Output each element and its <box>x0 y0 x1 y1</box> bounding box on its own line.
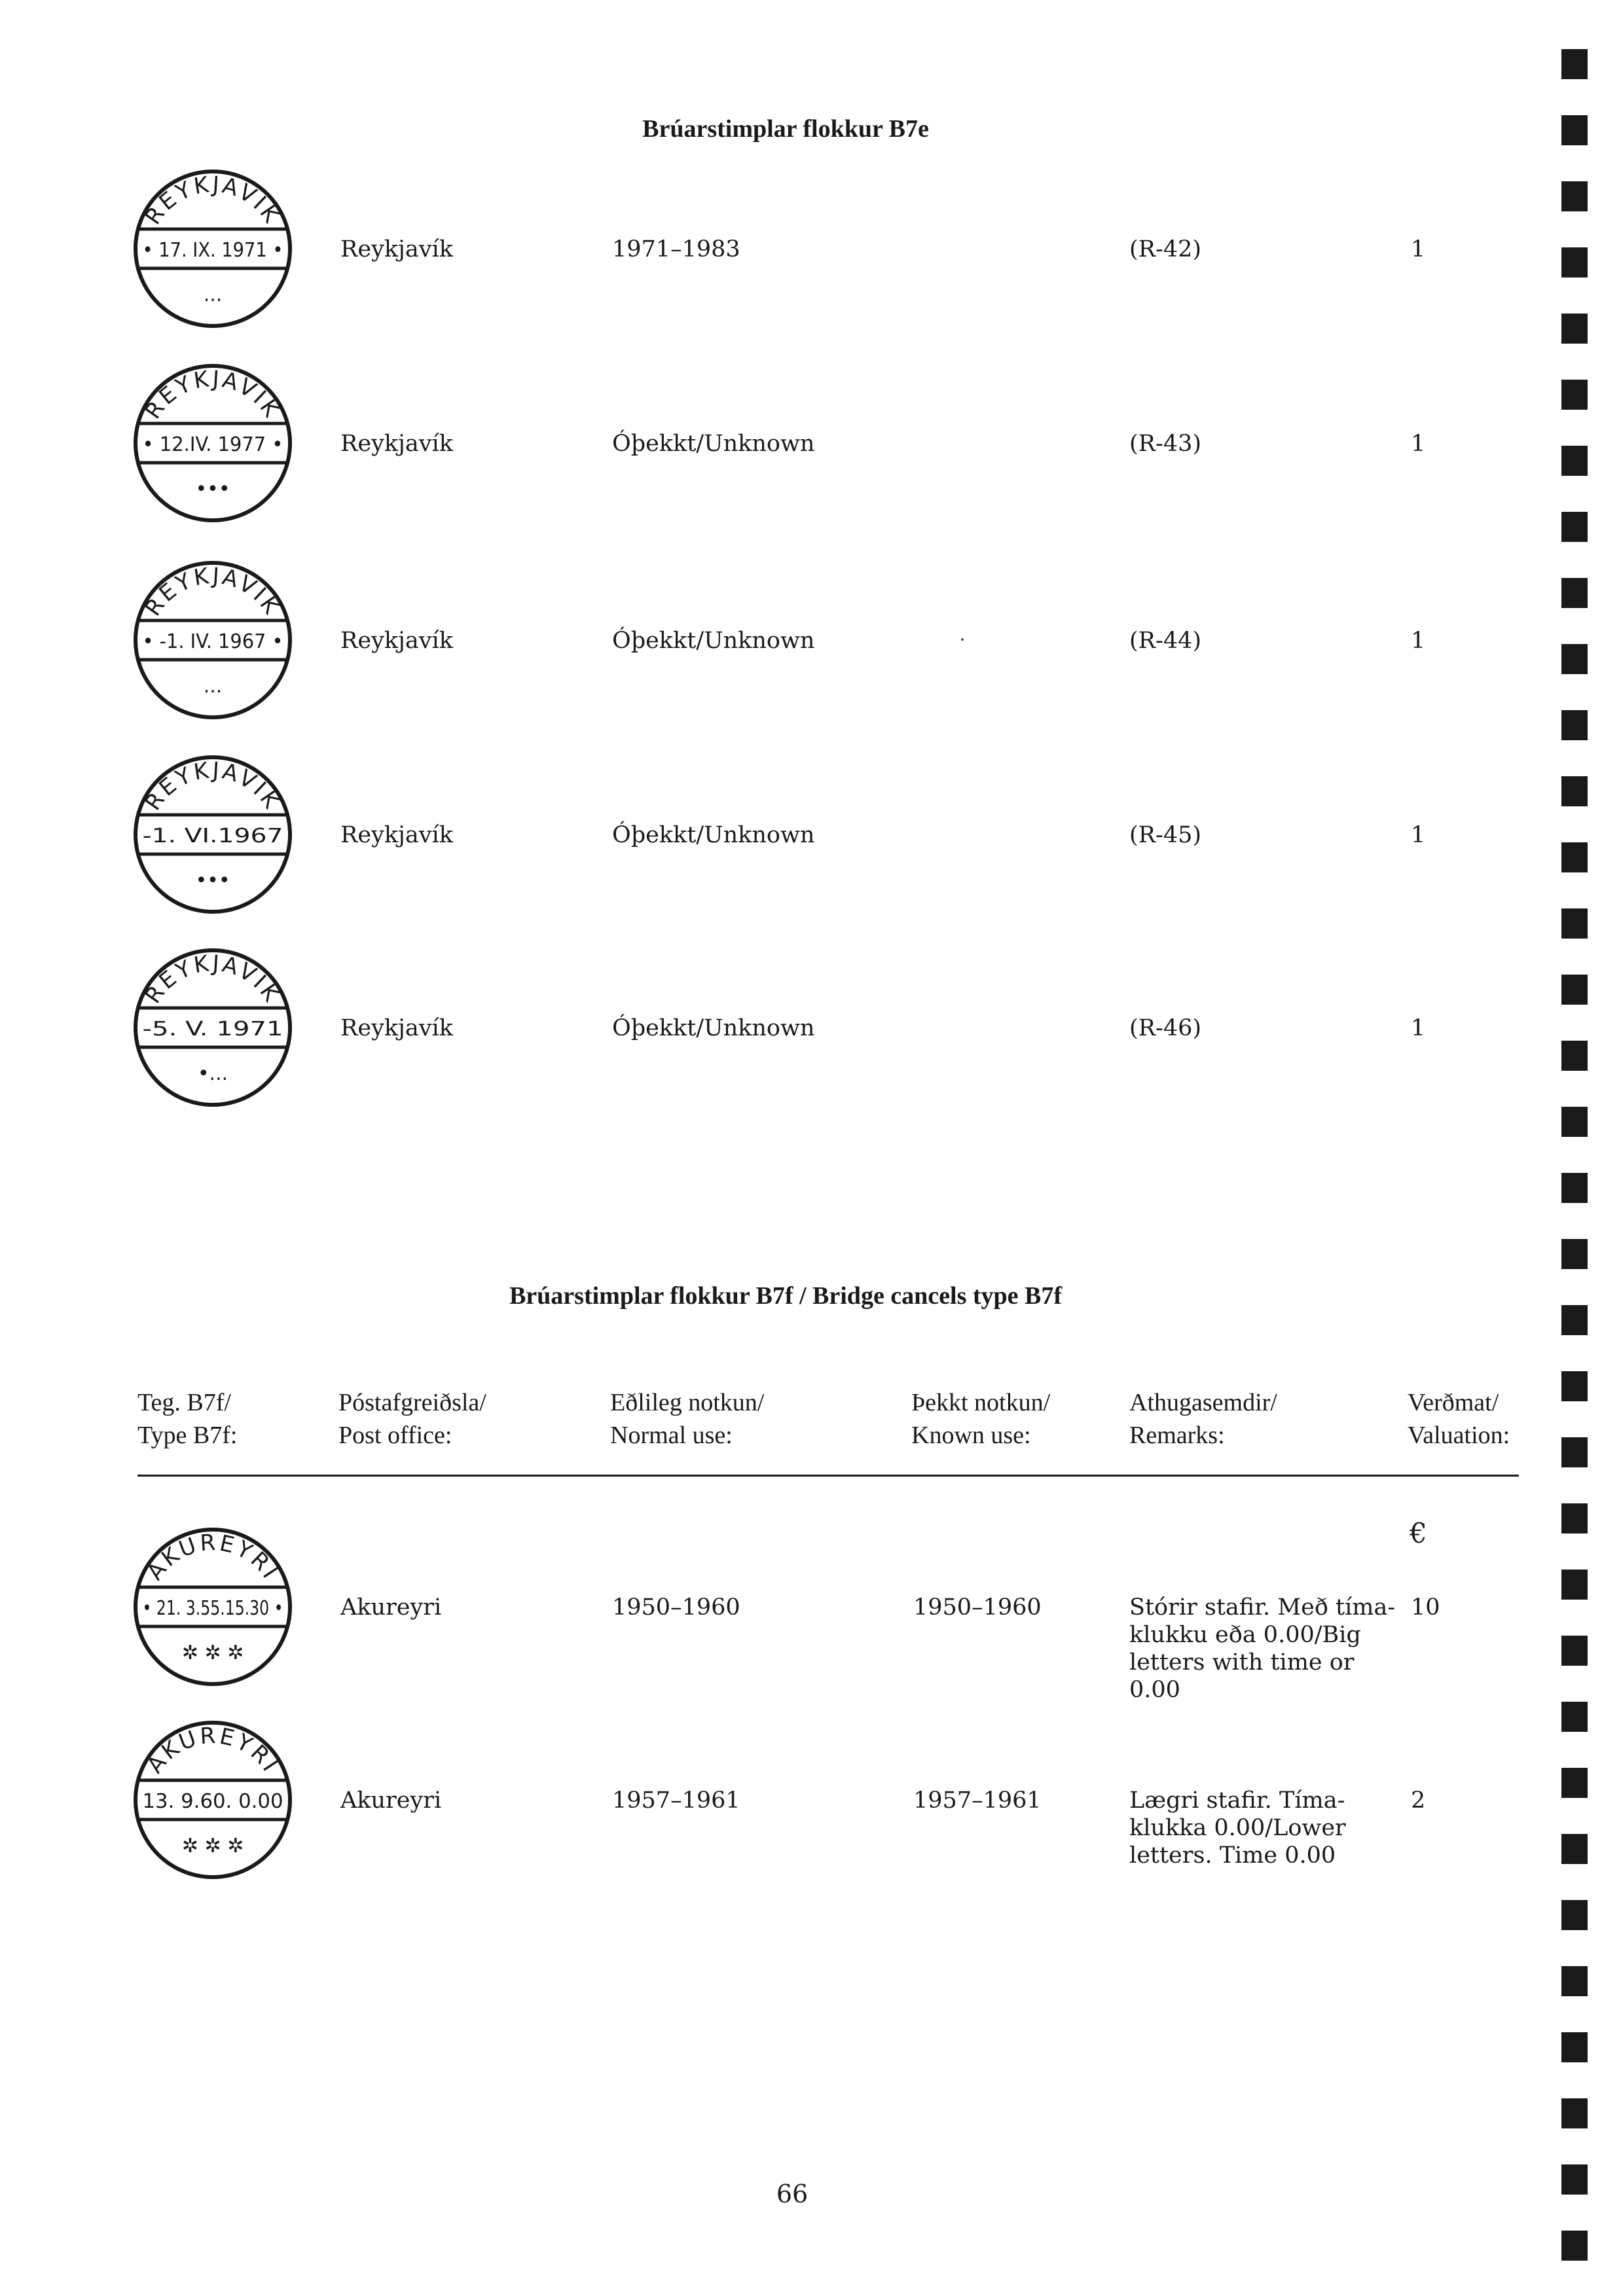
binding-hole <box>1561 1437 1588 1467</box>
postmark-ornament: ✲ ✲ ✲ <box>181 1835 244 1857</box>
valuation: 10 <box>1411 1594 1440 1621</box>
header-normal-use: Eðlileg notkun/ Normal use: <box>610 1389 765 1449</box>
period: Óþekkt/Unknown <box>612 431 815 457</box>
postmark-date: • 17. IX. 1971 • <box>142 239 283 262</box>
postmark-ornament: ... <box>203 283 223 306</box>
postmark-svg <box>128 555 298 725</box>
binding-hole <box>1561 49 1588 79</box>
postmark-svg <box>128 942 298 1113</box>
binding-hole <box>1561 1570 1588 1600</box>
postmark-ornament: ••• <box>195 869 230 892</box>
postmark-date: • 21. 3.55.15.30 • <box>142 1597 283 1620</box>
postmark-town: AKUREYRI <box>141 1722 284 1778</box>
valuation: 2 <box>1411 1787 1426 1814</box>
postmark-ornament: •... <box>197 1062 228 1085</box>
binding-hole <box>1561 1900 1588 1930</box>
post-office: Reykjavík <box>340 236 453 262</box>
known-use: 1950–1960 <box>913 1594 1042 1621</box>
binding-hole <box>1561 578 1588 608</box>
reference: (R-42) <box>1129 236 1202 262</box>
binding-hole <box>1561 1834 1588 1864</box>
normal-use: 1950–1960 <box>612 1594 740 1621</box>
binding-hole <box>1561 908 1588 939</box>
binding-hole <box>1561 314 1588 344</box>
binding-hole <box>1561 1966 1588 1996</box>
valuation: 1 <box>1411 1015 1426 1041</box>
period: Óþekkt/Unknown <box>612 822 815 848</box>
valuation: 1 <box>1411 628 1426 654</box>
binding-hole <box>1561 644 1588 674</box>
binding-hole <box>1561 1107 1588 1137</box>
binding-hole <box>1561 1041 1588 1071</box>
header-post-office: Póstafgreiðsla/ Post office: <box>338 1389 486 1449</box>
postmark-town: REYKJAVIK <box>139 757 286 816</box>
postmark-stamp <box>128 164 298 334</box>
binding-hole <box>1561 1503 1588 1534</box>
header-remarks: Athugasemdir/ Remarks: <box>1129 1389 1277 1449</box>
valuation: 1 <box>1411 431 1426 457</box>
binding-hole <box>1561 115 1588 145</box>
binding-hole <box>1561 1768 1588 1798</box>
binding-hole <box>1561 247 1588 278</box>
binding-hole <box>1561 1173 1588 1203</box>
postmark-town: REYKJAVIK <box>139 562 286 621</box>
postmark-date: -1. VI.1967 <box>142 825 283 848</box>
reference: (R-45) <box>1129 822 1202 848</box>
binding-hole <box>1561 2098 1588 2128</box>
binding-hole <box>1561 776 1588 806</box>
postmark-date: -5. V. 1971 <box>142 1018 283 1041</box>
valuation: 1 <box>1411 236 1426 262</box>
period: Óþekkt/Unknown <box>612 628 815 654</box>
reference: (R-46) <box>1129 1015 1202 1041</box>
postmark-town: REYKJAVIK <box>139 950 286 1009</box>
currency-symbol: € <box>1410 1517 1427 1549</box>
scan-speck <box>961 638 964 641</box>
postmark-svg <box>128 358 298 528</box>
section-title-b7f: Brúarstimplar flokkur B7f / Bridge cancels type B7f <box>509 1282 1063 1310</box>
known-use: 1957–1961 <box>913 1787 1042 1814</box>
valuation: 1 <box>1411 822 1426 848</box>
period: 1971–1983 <box>612 236 740 262</box>
binding-hole <box>1561 975 1588 1005</box>
binding-hole <box>1561 2032 1588 2062</box>
spiral-binding <box>1561 0 1594 2296</box>
postmark-stamp <box>128 942 298 1113</box>
binding-hole <box>1561 181 1588 211</box>
period: Óþekkt/Unknown <box>612 1015 815 1041</box>
binding-hole <box>1561 1371 1588 1401</box>
header-known-use: Þekkt notkun/ Known use: <box>911 1389 1051 1449</box>
binding-hole <box>1561 446 1588 476</box>
section-title-b7e: Brúarstimplar flokkur B7e <box>642 115 929 143</box>
postmark-stamp <box>128 555 298 725</box>
postmark-svg <box>128 749 298 920</box>
binding-hole <box>1561 710 1588 740</box>
post-office: Akureyri <box>340 1787 442 1814</box>
postmark-town: REYKJAVIK <box>139 171 286 230</box>
binding-hole <box>1561 1239 1588 1269</box>
binding-hole <box>1561 380 1588 410</box>
postmark-svg <box>128 1715 298 1885</box>
post-office: Reykjavík <box>340 822 453 848</box>
header-type: Teg. B7f/ Type B7f: <box>137 1389 238 1449</box>
header-valuation: Verðmat/ Valuation: <box>1408 1389 1510 1449</box>
post-office: Akureyri <box>340 1594 442 1621</box>
postmark-svg <box>128 1522 298 1692</box>
binding-hole <box>1561 2164 1588 2195</box>
postmark-date: • -1. IV. 1967 • <box>142 630 283 653</box>
binding-hole <box>1561 1636 1588 1666</box>
reference: (R-43) <box>1129 431 1202 457</box>
postmark-ornament: ••• <box>195 478 230 501</box>
post-office: Reykjavík <box>340 431 453 457</box>
postmark-stamp <box>128 358 298 528</box>
binding-hole <box>1561 842 1588 872</box>
postmark-date: • 12.IV. 1977 • <box>142 433 283 456</box>
remarks: Stórir stafir. Með tíma-klukku eða 0.00/Big letters with time or 0.00 <box>1129 1594 1396 1703</box>
postmark-stamp <box>128 749 298 920</box>
binding-hole <box>1561 1305 1588 1335</box>
header-rule <box>137 1475 1519 1477</box>
postmark-stamp <box>128 1522 298 1692</box>
normal-use: 1957–1961 <box>612 1787 740 1814</box>
postmark-svg <box>128 164 298 334</box>
binding-hole <box>1561 2231 1588 2261</box>
post-office: Reykjavík <box>340 628 453 654</box>
postmark-ornament: ... <box>203 675 223 698</box>
postmark-town: REYKJAVIK <box>139 365 286 424</box>
postmark-stamp <box>128 1715 298 1885</box>
post-office: Reykjavík <box>340 1015 453 1041</box>
remarks: Lægri stafir. Tíma-klukka 0.00/Lower letters. Time 0.00 <box>1129 1787 1346 1869</box>
postmark-town: AKUREYRI <box>141 1529 284 1585</box>
binding-hole <box>1561 1702 1588 1732</box>
page-number: 66 <box>776 2179 809 2208</box>
postmark-ornament: ✲ ✲ ✲ <box>181 1641 244 1664</box>
postmark-date: 13. 9.60. 0.00 <box>142 1790 283 1813</box>
binding-hole <box>1561 512 1588 542</box>
reference: (R-44) <box>1129 628 1202 654</box>
